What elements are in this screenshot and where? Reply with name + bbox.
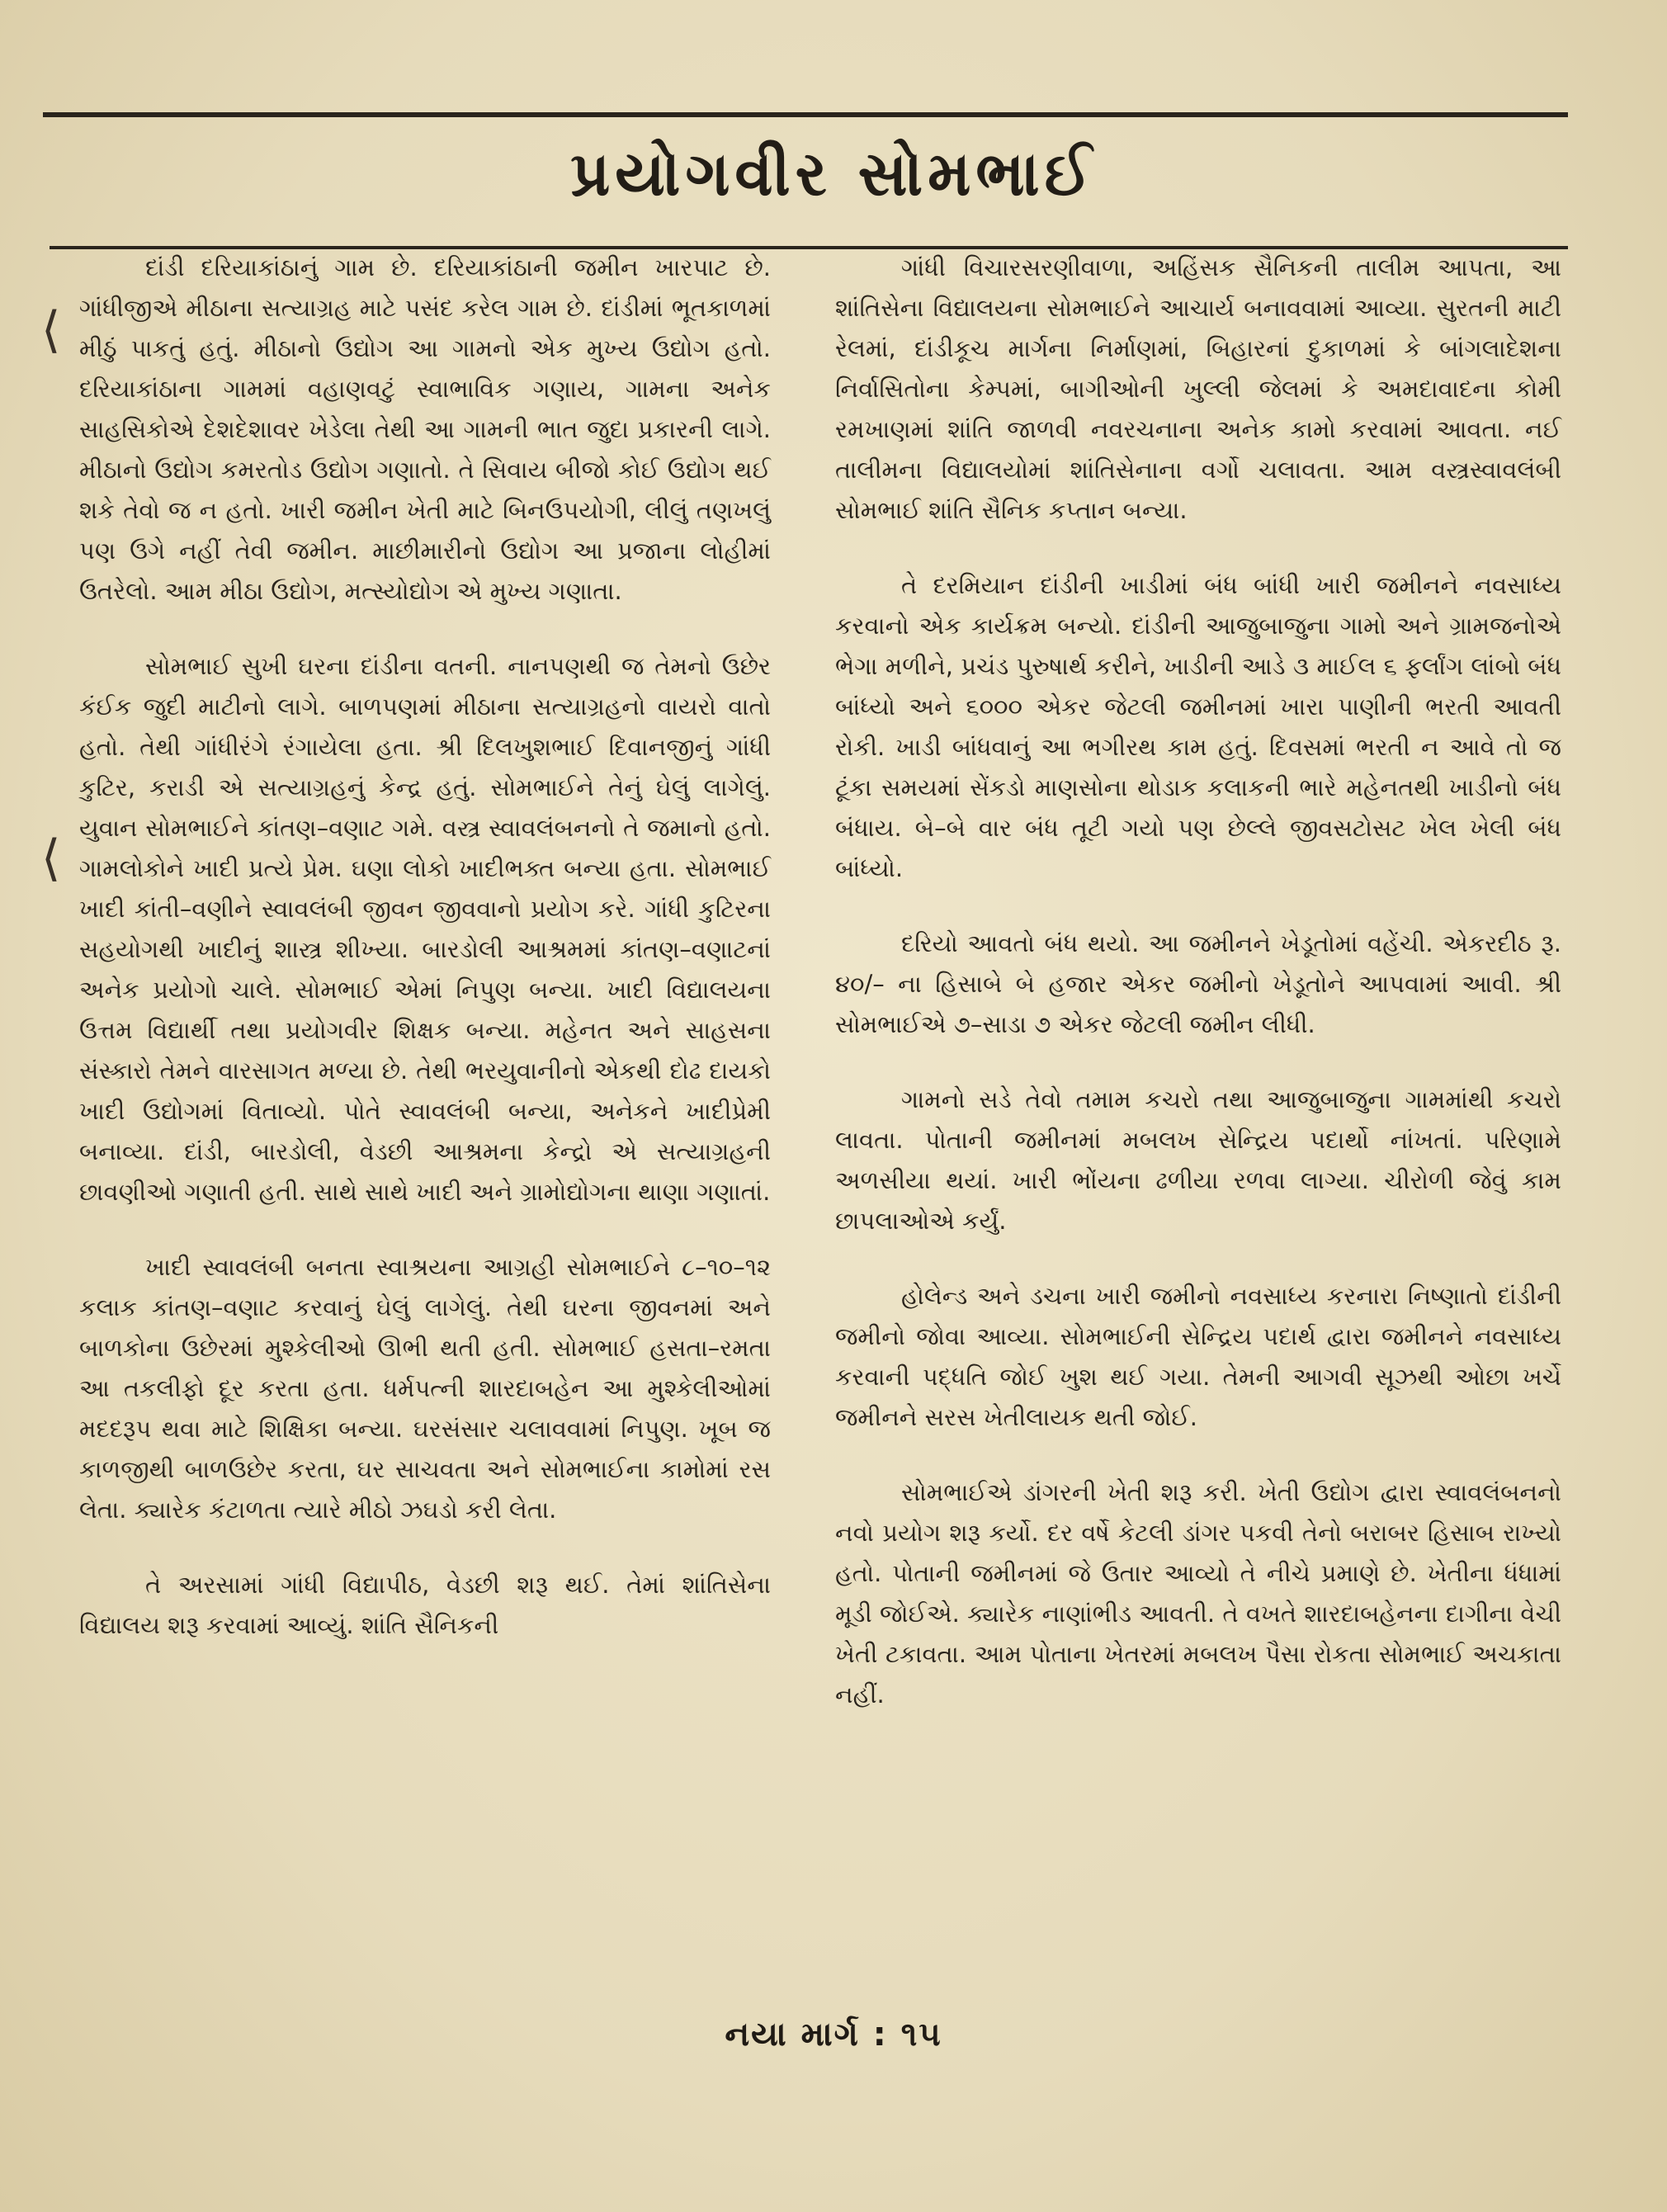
margin-check-mark: ⟨ <box>41 830 61 887</box>
paragraph: તે દરમિયાન દાંડીની ખાડીમાં બંધ બાંધી ખારી જમીનને નવસાધ્ય કરવાનો એક કાર્યક્રમ બન્યો. દાંડીની આજુબાજુના ગામો અને ગ્રામજનોએ ભેગા મળીને, પ્રચંડ પુરુષાર્થ કરીને, ખાડીની આડે ૩ માઈલ ૬ ફર્લાંગ લાંબો બંધ બાંધ્યો અને ૬૦૦૦ એકર જેટલી જમીનમાં ખારા પાણીની ભરતી આવતી રોકી. ખાડી બાંધવાનું આ ભગીરથ કામ હતું. દિવસમાં ભરતી ન આવે તો જ ટૂંકા સમયમાં સેંકડો માણસોના થોડાક કલાકની ભારે મહેનતથી ખાડીનો બંધ બંધાય. બે–બે વાર બંધ તૂટી ગયો પણ છેલ્લે જીવસટોસટ ખેલ ખેલી બંધ બાંધ્યો. <box>835 571 1561 882</box>
paragraph: તે અરસામાં ગાંધી વિદ્યાપીઠ, વેડછી શરૂ થઈ. તેમાં શાંતિસેના વિદ્યાલય શરૂ કરવામાં આવ્યું. શાંતિ સૈનિકની <box>79 1571 771 1639</box>
margin-check-mark: ⟨ <box>41 301 61 359</box>
paragraph: ખાદી સ્વાવલંબી બનતા સ્વાશ્રયના આગ્રહી સોમભાઈને ૮–૧૦–૧૨ કલાક કાંતણ–વણાટ કરવાનું ઘેલું લાગેલું. તેથી ઘરના જીવનમાં અને બાળકોના ઉછેરમાં મુશ્કેલીઓ ઊભી થતી હતી. સોમભાઈ હસતા–રમતા આ તકલીફો દૂર કરતા હતા. ધર્મપત્ની શારદાબહેન આ મુશ્કેલીઓમાં મદદરૂપ થવા માટે શિક્ષિકા બન્યા. ઘરસંસાર ચલાવવામાં નિપુણ. ખૂબ જ કાળજીથી બાળઉછેર કરતા, ઘર સાચવતા અને સોમભાઈના કામોમાં રસ લેતા. ક્યારેક કંટાળતા ત્યારે મીઠો ઝઘડો કરી લેતા. <box>79 1253 771 1524</box>
paragraph: ગાંધી વિચારસરણીવાળા, અહિંસક સૈનિકની તાલીમ આપતા, આ શાંતિસેના વિદ્યાલયના સોમભાઈને આચાર્ય બનાવવામાં આવ્યા. સુરતની માટી રેલમાં, દાંડીકૂચ માર્ગના નિર્માણમાં, બિહારનાં દુકાળમાં કે બાંગલાદેશના નિર્વાસિતોના કેમ્પમાં, બાગીઓની ખુલ્લી જેલમાં કે અમદાવાદના કોમી રમખાણમાં શાંતિ જાળવી નવરચનાના અનેક કામો કરવામાં આવતા. નઈ તાલીમના વિદ્યાલયોમાં શાંતિસેનાના વર્ગો ચલાવતા. આમ વસ્ત્રસ્વાવલંબી સોમભાઈ શાંતિ સૈનિક કપ્તાન બન્યા. <box>835 253 1561 524</box>
left-column <box>79 248 771 1680</box>
paragraph: હોલેન્ડ અને ડચના ખારી જમીનો નવસાધ્ય કરનારા નિષ્ણાતો દાંડીની જમીનો જોવા આવ્યા. સોમભાઈની સેન્દ્રિય પદાર્થ દ્વારા જમીનને નવસાધ્ય કરવાની પદ્ધતિ જોઈ ખુશ થઈ ગયા. તેમની આગવી સૂઝથી ઓછા ખર્ચે જમીનને સરસ ખેતીલાયક થતી જોઈ. <box>835 1282 1561 1431</box>
paragraph: ગામનો સડે તેવો તમામ કચરો તથા આજુબાજુના ગામમાંથી કચરો લાવતા. પોતાની જમીનમાં મબલખ સેન્દ્રિય પદાર્થો નાંખતાં. પરિણામે અળસીયા થયાં. ખારી ભોંયના ઢળીયા રળવા લાગ્યા. ચીરોળી જેવું કામ છાપલાઓએ કર્યું. <box>835 1085 1561 1235</box>
article-title: પ્રયોગવીર સોમભાઈ <box>570 139 1097 210</box>
page-footer: નયા માર્ગ : ૧૫ <box>725 2016 942 2054</box>
paragraph: દાંડી દરિયાકાંઠાનું ગામ છે. દરિયાકાંઠાની જમીન ખારપાટ છે. ગાંધીજીએ મીઠાના સત્યાગ્રહ માટે પસંદ કરેલ ગામ છે. દાંડીમાં ભૂતકાળમાં મીઠું પાકતું હતું. મીઠાનો ઉદ્યોગ આ ગામનો એક મુખ્ય ઉદ્યોગ હતો. દરિયાકાંઠાના ગામમાં વહાણવટું સ્વાભાવિક ગણાય, ગામના અનેક સાહસિકોએ દેશદેશાવર ખેડેલા તેથી આ ગામની ભાત જુદા પ્રકારની લાગે. મીઠાનો ઉદ્યોગ કમરતોડ ઉદ્યોગ ગણાતો. તે સિવાય બીજો કોઈ ઉદ્યોગ થઈ શકે તેવો જ ન હતો. ખારી જમીન ખેતી માટે બિનઉપયોગી, લીલું તણખલું પણ ઉગે નહીં તેવી જમીન. માછીમારીનો ઉદ્યોગ આ પ્રજાના લોહીમાં ઉતરેલો. આમ મીઠા ઉદ્યોગ, મત્સ્યોદ્યોગ એ મુખ્ય ગણાતા. <box>79 253 771 605</box>
paragraph: દરિયો આવતો બંધ થયો. આ જમીનને ખેડૂતોમાં વહેંચી. એકરદીઠ રૂ. ૪૦/– ના હિસાબે બે હજાર એકર જમીનો ખેડૂતોને આપવામાં આવી. શ્રી સોમભાઈએ ૭–સાડા ૭ એકર જેટલી જમીન લીધી. <box>835 929 1561 1038</box>
top-rule <box>43 112 1568 117</box>
right-column <box>835 248 1561 1750</box>
paragraph: સોમભાઈ સુખી ઘરના દાંડીના વતની. નાનપણથી જ તેમનો ઉછેર કંઈક જુદી માટીનો લાગે. બાળપણમાં મીઠાના સત્યાગ્રહનો વાયરો વાતો હતો. તેથી ગાંધીરંગે રંગાયેલા હતા. શ્રી દિલખુશભાઈ દિવાનજીનું ગાંધી કુટિર, કરાડી એ સત્યાગ્રહનું કેન્દ્ર હતું. સોમભાઈને તેનું ઘેલું લાગેલું. યુવાન સોમભાઈને કાંતણ–વણાટ ગમે. વસ્ત્ર સ્વાવલંબનનો તે જમાનો હતો. ગામલોકોને ખાદી પ્રત્યે પ્રેમ. ઘણા લોકો ખાદીભક્ત બન્યા હતા. સોમભાઈ ખાદી કાંતી–વણીને સ્વાવલંબી જીવન જીવવાનો પ્રયોગ કરે. ગાંધી કુટિરના સહયોગથી ખાદીનું શાસ્ત્ર શીખ્યા. બારડોલી આશ્રમમાં કાંતણ–વણાટનાં અનેક પ્રયોગો ચાલે. સોમભાઈ એમાં નિપુણ બન્યા. ખાદી વિદ્યાલયના ઉત્તમ વિદ્યાર્થી તથા પ્રયોગવીર શિક્ષક બન્યા. મહેનત અને સાહસના સંસ્કારો તેમને વારસાગત મળ્યા છે. તેથી ભરયુવાનીનો એકથી દોઢ દાયકો ખાદી ઉદ્યોગમાં વિતાવ્યો. પોતે સ્વાવલંબી બન્યા, અનેકને ખાદીપ્રેમી બનાવ્યા. દાંડી, બારડોલી, વેડછી આશ્રમના કેન્દ્રો એ સત્યાગ્રહની છાવણીઓ ગણાતી હતી. સાથે સાથે ખાદી અને ગ્રામોદ્યોગના થાણા ગણાતાં. <box>79 652 771 1206</box>
paragraph: સોમભાઈએ ડાંગરની ખેતી શરૂ કરી. ખેતી ઉદ્યોગ દ્વારા સ્વાવલંબનનો નવો પ્રયોગ શરૂ કર્યો. દર વર્ષે કેટલી ડાંગર પકવી તેનો બરાબર હિસાબ રાખ્યો હતો. પોતાની જમીનમાં જે ઉતાર આવ્યો તે નીચે પ્રમાણે છે. ખેતીના ધંધામાં મૂડી જોઈએ. ક્યારેક નાણાંભીડ આવતી. તે વખતે શારદાબહેનના દાગીના વેચી ખેતી ટકાવતા. આમ પોતાના ખેતરમાં મબલખ પૈસા રોકતા સોમભાઈ અચકાતા નહીં. <box>835 1478 1561 1709</box>
